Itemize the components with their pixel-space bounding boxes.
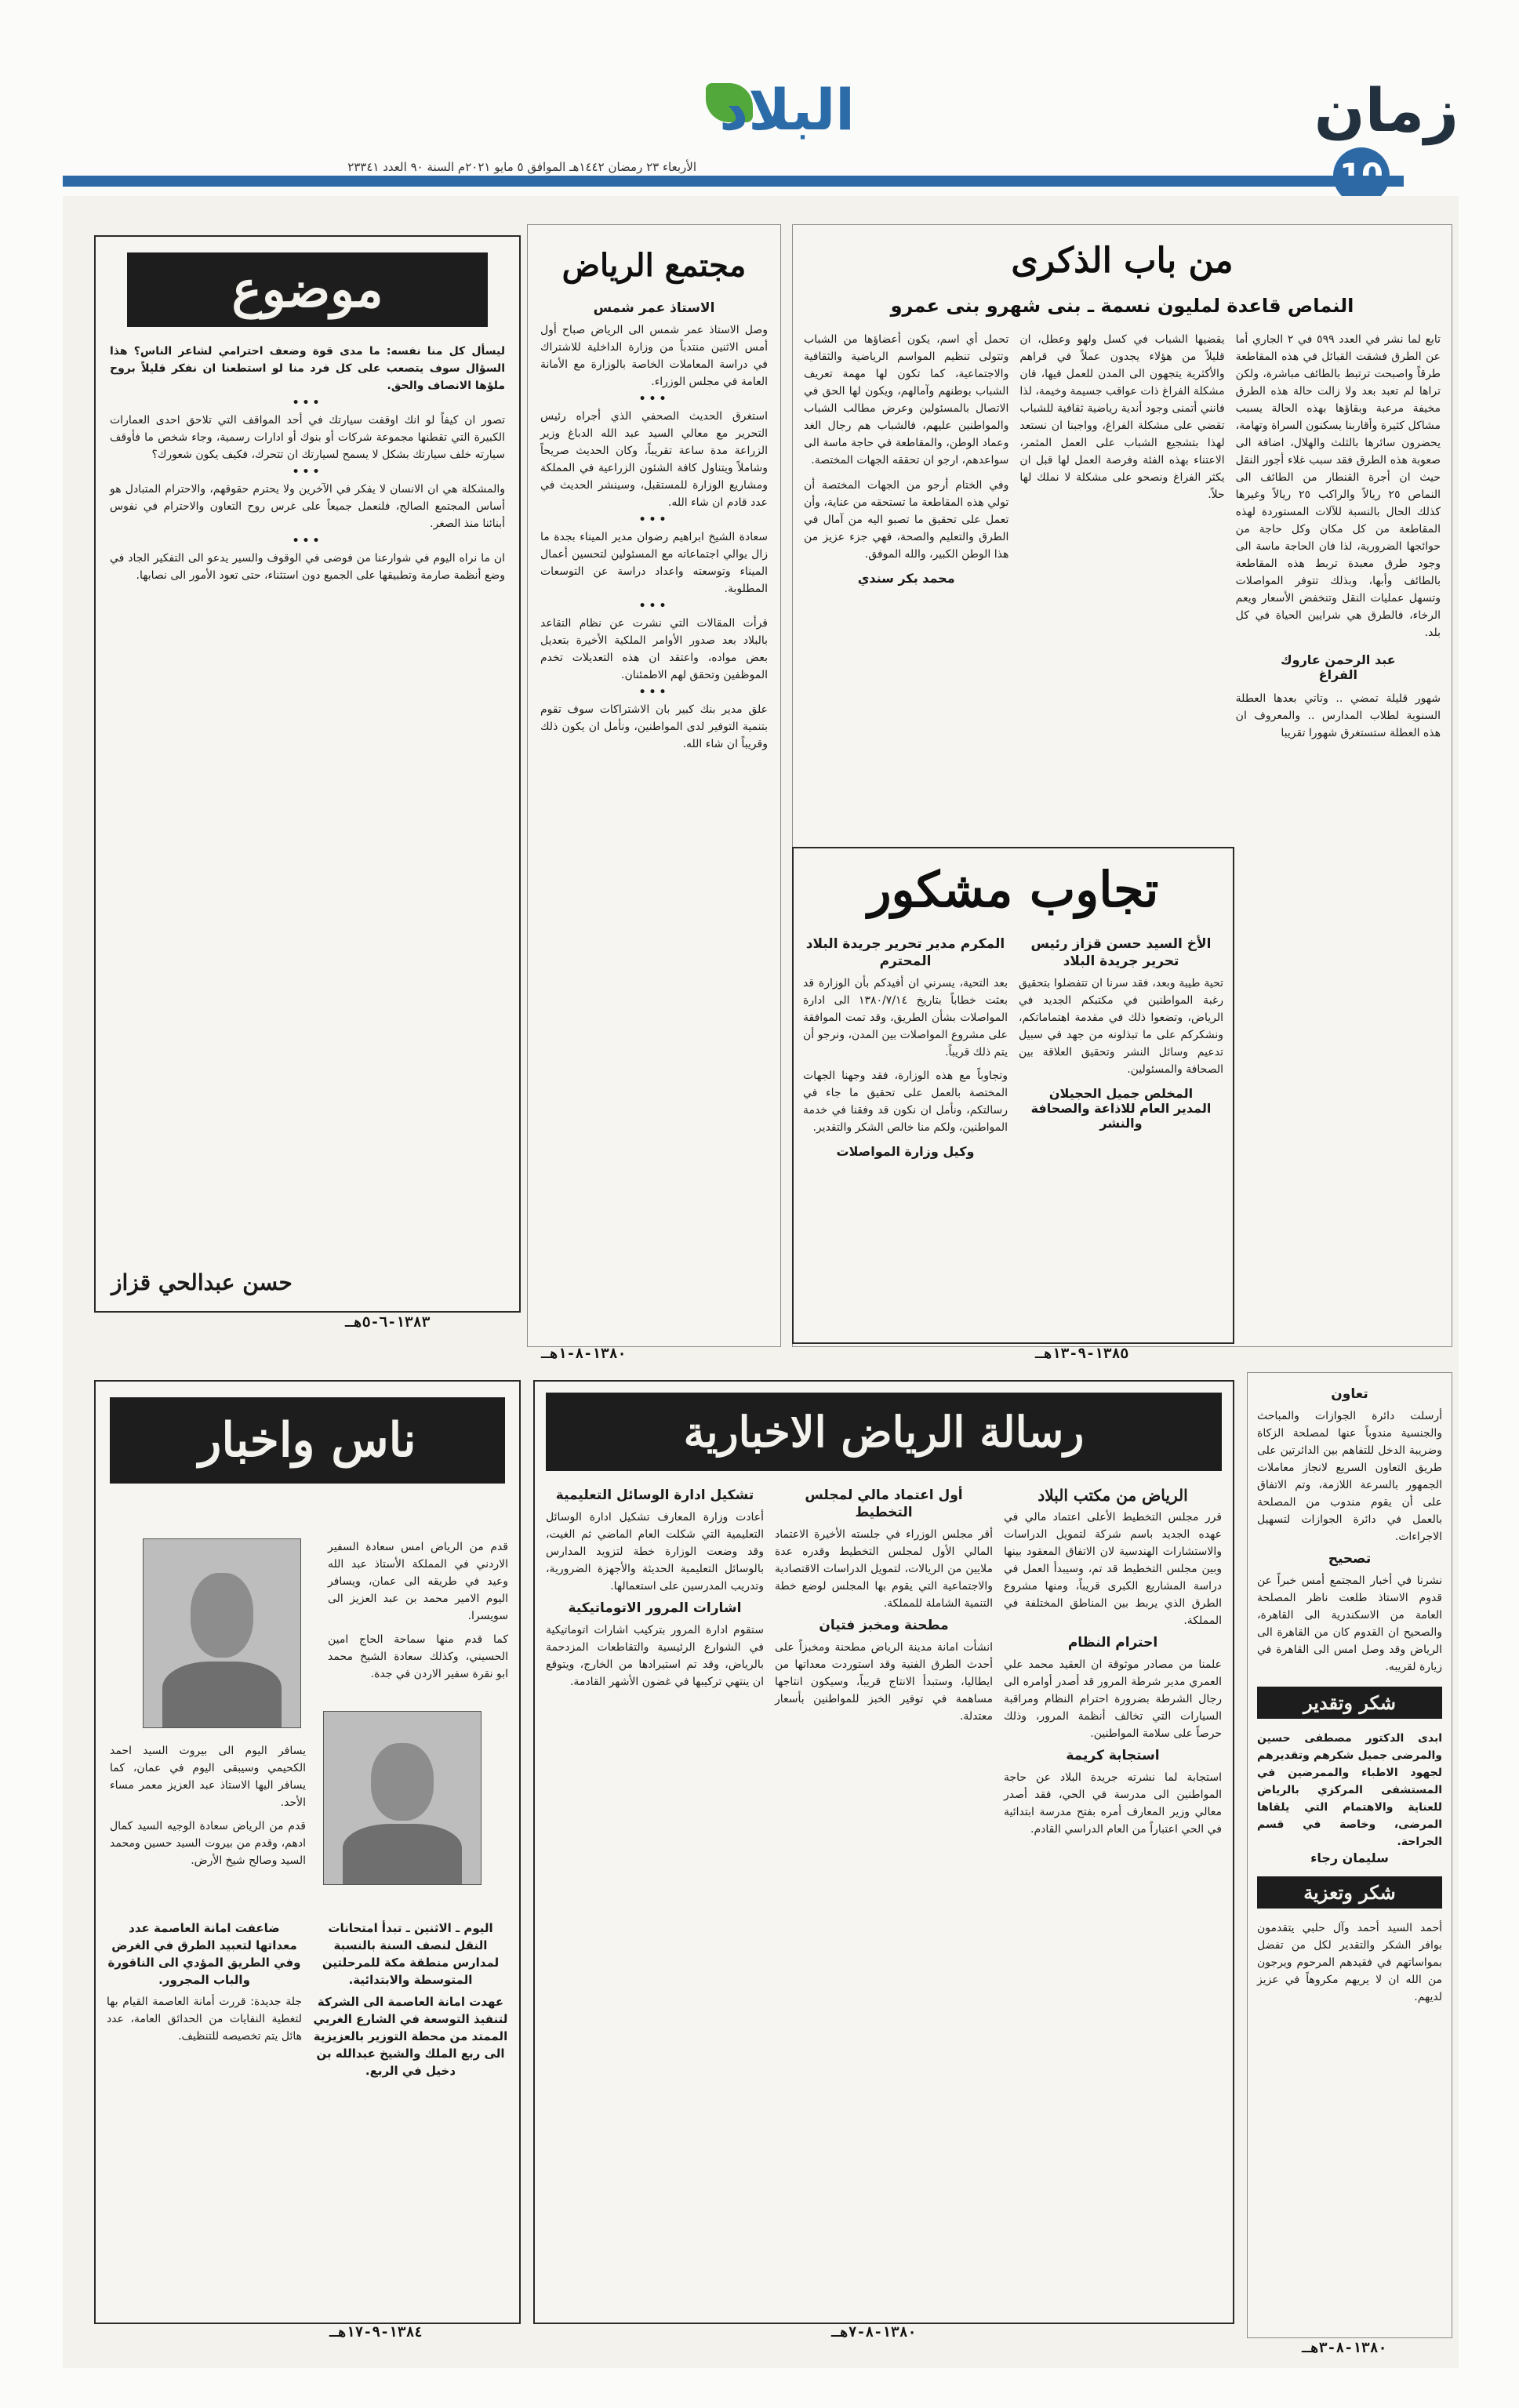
condolence-box: شكر وتعزية (1257, 1876, 1442, 1909)
people-news-date: ١٣٨٤-٩-١٧هـ (329, 2324, 423, 2341)
people-news-title: ناس واخبار (110, 1397, 505, 1484)
riyadh-col-1: الرياض من مكتب البلاد قرر مجلس التخطيط الأعلى اعتماد مالي في عهده الجديد باسم شركة لتمويل الدراسات والاستشارات الهندسية لان الاتفاق المعقود بينها وبين مجلس التخطيط قد تم، وسيبدأ العمل في دراسة المشاريع الكبرى قريباً، ومنها مشروع الطرق الذي يربط بين المناطق المختلفة في المملكة. احترام النظام علمنا من مصادر موثوقة ان العقيد محمد علي العمري مدير شرطة المرور قد أصدر أوامره الى رجال الشرطة بضرورة احترام النظام ومراقبة السيارات التي تخالف أنظمة المرور، وذلك حرصاً على سلامة المواطنين. استجابة كريمة استجابة لما نشرته جريدة البلاد عن حاجة المواطنين الى مدرسة في الحي، فقد أصدر معالي وزير المعارف أمره بفتح مدرسة ابتدائية في الحي اعتباراً من العام الدراسي القادم. (1004, 1486, 1222, 1836)
memory-col-middle: يقضيها الشباب في كسل ولهو وعطل، ان قليلاً من هؤلاء يجدون عملاً في قراهم والأكثرية يتجهون الى المدن للعمل فيها، فان مشكلة الفراغ ذات عواقب جسيمة وخيمة، لذا فانني أتمنى وجود أندية رياضية ثقافية للشباب تقضي على مشكلة الفراغ، وواجبنا ان نستعد لهذا بتشجيع الشباب على العمل المثمر، الاعتناء بهذه الفئة وفرصة العمل لها قبل ان يكثر الفراغ ونصحو على مشكلة لا نملك لها حلاً. (1019, 333, 1225, 501)
thanks-date: ١٣٨٥-٩-١٣هـ (1035, 1346, 1129, 1362)
topic-title: موضوع (127, 252, 488, 327)
riyadh-news (533, 1380, 1234, 2324)
thanks-letter (792, 847, 1234, 1344)
logo-text: البلاد (719, 77, 855, 143)
society-p1-heading: الاستاذ عمر شمس (593, 300, 715, 316)
memory-col-right: تابع لما نشر في العدد ٥٩٩ في ٢ الجاري أما عن الطرق فشقت القبائل في هذه المقاطعة طرقاً واصبحت ترتبط بالطائف مباشرة، ولكن تراها لم تعبد بعد ولا زالت حالة هذه الطرق مخيفة مرعبة وبقاؤها بهذه الحالة يسبب مشاكل كثيرة وأقاربنا يسكنون السراة وتهامة، يحضرون سائرها بالثلث والهلال، اضافة الى صعوبة هذه الطرق فقد سبب غلاء أجور النقل حيث ان أجرة القنطار من الطائف الى النماص ٢٥ ريالاً والراكب ٢٥ ريالاً وغيرها كذلك الحال بالنسبة للآلات المستوردة لهذه المقاطعة من كل مكان وكل حاجة من حوائجها الضرورية، لذا فان الحاجة ماسة الى وجود طرق معبدة تربط هذه المقاطعة بالطائف وأبها، وبذلك تتوفر المواصلات وتسهل عمليات النقل وتنخفض الأسعار ويعم الرخاء، فالطرق هي شرايين الحياة في كل بلد. عبد الرحمن عاروك الفراغ شهور قليلة تمضي .. وتاتي بعدها العطلة السنوية لطلاب المدارس .. والمعروف ان هذه العطلة ستستغرق شهورا تقريبا (1236, 331, 1441, 742)
thanks-sig-2: المدير العام للاذاعة والصحافة والنشر (1030, 1101, 1212, 1131)
header-rule (63, 176, 1404, 187)
society-title: مجتمع الرياض (561, 247, 747, 284)
riyadh-col-2: أول اعتماد مالي لمجلس التخطيط أقر مجلس الوزراء في جلسته الأخيرة الاعتماد المالي الأول لمجلس التخطيط وقدره عدة ملايين من الريالات، لتمويل الدراسات الاقتصادية والاجتماعية التي يقوم بها المجلس لوضع خطة التنمية الشاملة للمملكة. مطحنة ومخبز فتيان انشأت امانة مدينة الرياض مطحنة ومخبزاً على أحدث الطرق الفنية وقد استوردت معداتها من ايطاليا، وستبدأ الانتاج قريباً، وسيكون انتاجها مساهمة في توفير الخبز للمواطنين بأسعار معتدلة. (775, 1487, 993, 1723)
people-news: ناس واخبار قدم من الرياض امس سعادة السفير الاردني في المملكة الأستاذ عبد الله وعيد في طريقه الى عمان، ويسافر اليوم الامير محمد بن عبد العزيز الى سويسرا. كما قدم منها سماحة الحاج امين الحسيني، وكذلك سعادة الشيخ محمد ابو نقرة سفير الاردن في جدة. يسافر اليوم الى بيروت السيد احمد الكحيمي وسيبقى اليوم في عمان، كما يسافر اليها الاستاذ عبد العزيز معمر مساء الأحد. قدم من الرياض سعادة الوجيه السيد كمال ادهم، وقدم من بيروت السيد حسين ومحمد السيد وصالح شيخ الأرض. اليوم ـ الاثنين ـ تبدأ امتحانات النقل لنصف السنة بالنسبة لمدارس منطقة مكة للمرحلتين المتوسطة والابتدائية. عهدت امانة العاصمة الى الشركة لتنفيذ التوسعة في الشارع الغربي الممتد من محطة التوزير بالعزيزية الى ربع الملك والشيخ عبدالله بن دخيل في الربع. ضاعفت امانة العاصمة عدد معداتها لتعبيد الطرق في الغرض وفي الطريق المؤدي الى الناقورة والباب المجرور. جلة جديدة: قررت أمانة العاصمة القيام بها لتغطية النفايات من الحدائق العامة، عدد هائل يتم تخصيصه للتنظيف. (94, 1380, 521, 2324)
brand-title: زمان (1314, 75, 1459, 145)
gift-note: شهور قليلة تمضي .. وتاتي بعدها العطلة السنوية لطلاب المدارس .. والمعروف ان هذه العطلة ستستغرق شهورا تقريبا (1235, 692, 1441, 739)
cooperation-column: تعاون أرسلت دائرة الجوازات والمباحث والجنسية مندوباً عنها لمصلحة الزكاة وضريبة الدخل للتفاهم بين الدائرتين على طريق التعاون السريع لانجاز معاملات الجمهور بالسرعة اللازمة، وتم الاتفاق على أن يقوم مندوب من المصلحة بالعمل في دائرة الجوازات لتسهيل الاجراءات. تصحيح نشرنا في أخبار المجتمع أمس خبراً عن قدوم الاستاذ طلعت ناظر المصلحة العامة من الاسكندرية الى القاهرة، والصحيح ان القدوم كان من القاهرة الى الرياض وقد وصل امس الى القاهرة في زيارة لقريبه. شكر وتقدير ابدى الدكتور مصطفى حسين والمرضى جميل شكرهم وتقديرهم لجهود الاطباء والممرضين في المستشفى المركزي بالرياض للعناية والاهتمام التي يلقاها المرضى، وخاصة في قسم الجراحة. سليمان رجاء شكر وتعزية أحمد السيد أحمد وآل حلبي يتقدمون بوافر الشكر والتقدير لكل من تفضل بمواساتهم في فقيدهم المرحوم ويرجون من الله ان لا يريهم مكروهاً في عزيز لديهم. (1247, 1372, 1452, 2338)
memory-title: من باب الذكرى (1011, 241, 1234, 281)
author-rahman: عبد الرحمن عاروك (1280, 652, 1396, 667)
correction-heading: تصحيح (1328, 1551, 1372, 1567)
cooperation-heading: تعاون (1331, 1386, 1368, 1402)
thanks-sig-1: المخلص جميل الحجيلان (1048, 1086, 1194, 1101)
person-photo-1 (143, 1538, 301, 1728)
person-photo-2 (323, 1711, 482, 1885)
memory-col-left: تحمل أي اسم، يكون أعضاؤها من الشباب وتتولى تنظيم المواسم الرياضية والثقافية والاجتماعية، كما تكون لها مهمة تعريف الشباب بوطنهم وآمالهم، ويكون لها الحق في الاتصال بالمسئولين وعرض مطالب الشباب والمواطنين عليهم، فالشباب هم رجال الغد وعماد الوطن، والمقاطعة في حاجة ماسة الى سواعدهم، ارجو ان تحققه الجهات المختصة. وفي الختام أرجو من الجهات المختصة أن تولي هذه المقاطعة ما تستحقه من عناية، وأن تعمل على تحقيق ما تصبو اليه من آمال في الطرق والتعليم والصحة، فهي جزء عزيز من هذا الوطن الكبير، والله الموفق. محمد بكر سندي (804, 333, 1009, 586)
thanks-box: شكر وتقدير (1257, 1687, 1442, 1719)
brand-block (1302, 75, 1490, 177)
thanks-sig-3: وكيل وزارة المواصلات (836, 1144, 975, 1159)
memory-author: محمد بكر سندي (857, 571, 955, 586)
thanks-col-2: المكرم مدير تحرير جريدة البلاد المحترم بعد التحية، يسرني ان أفيدكم بأن الوزارة قد بعثت خطاباً بتاريخ ١٣٨٠/٧/١٤ الى ادارة المواصلات بشأن الطريق، وقد تمت الموافقة على مشروع المواصلات بين المدن، ونرجو أن يتم ذلك قريباً. وتجاوباً مع هذه الوزارة، فقد وجهنا الجهات المختصة بالعمل على تحقيق ما جاء في رسالتكم، ونأمل ان نكون قد وفقنا في خدمة المواطنين، ولكم منا خالص الشكر والتقدير. وكيل وزارة المواصلات (803, 936, 1008, 1159)
riyadh-news-date: ١٣٨٠-٨-٧هـ (831, 2324, 917, 2341)
riyadh-news-title: رسالة الرياض الاخبارية (546, 1393, 1222, 1471)
topic-author: حسن عبدالحي قزاز (111, 1269, 293, 1295)
thanks-title: تجاوب مشكور (867, 861, 1159, 918)
topic-date: ١٣٨٣-٦-٥هـ (345, 1314, 431, 1331)
dateline: الأربعاء ٢٣ رمضان ١٤٤٢هـ الموافق ٥ مايو ٢٠٢١م السنة ٩٠ العدد ٢٣٣٤١ (347, 160, 696, 174)
office-title: الرياض من مكتب البلاد (1037, 1486, 1188, 1505)
author-rahman-place: الفراغ (1318, 667, 1358, 682)
memory-col-extra: وفي الختام أرجو من الجهات المختصة أن تولي هذه المقاطعة ما تستحقه من عناية، وأن تعمل على تحقيق ما تصبو اليه من آمال في الطرق والتعليم والصحة، فهي جزء عزيز من هذا الوطن الكبير، والله الموفق. (804, 479, 1009, 561)
newspaper-logo (698, 67, 855, 162)
cooperation-sig: سليمان رجاء (1310, 1850, 1389, 1865)
riyadh-col-3: تشكيل ادارة الوسائل التعليمية أعادت وزارة المعارف تشكيل ادارة الوسائل التعليمية التي شكلت العام الماضي ثم الغيت، وقد وضعت الوزارة خطة لتزويد المدارس بالوسائل التعليمية الحديثة والأجهزة الضرورية، وتدريب المدرسين على استعمالها. اشارات المرور الاتوماتيكية ستقوم ادارة المرور بتركيب اشارات اتوماتيكية في الشوارع الرئيسية والتقاطعات المزدحمة بالرياض، وقد تم استيرادها من الخارج، ويتوقع ان ينتهي تركيبها في غضون الأشهر القادمة. (546, 1487, 764, 1688)
society-column: مجتمع الرياض الاستاذ عمر شمس وصل الاستاذ عمر شمس الى الرياض صباح أول أمس الاثنين منتدباً من وزارة الداخلية للاشتراك في دراسة المعاملات الخاصة بالوزارة مع الأمانة العامة في مجلس الوزراء. ••• استغرق الحديث الصحفي الذي أجراه رئيس التحرير مع معالي السيد عبد الله الدباغ وزير الزراعة مدة ساعة تقريباً، وكان الحديث صريحاً وشاملاً ويتناول كافة الشئون الزراعية في المملكة ومشاريع الوزارة للمستقبل، وسينشر الحديث في عدد قادم ان شاء الله. ••• سعادة الشيخ ابراهيم رضوان مدير الميناء بجدة ما زال يوالي اجتماعاته مع المسئولين لتحسين أعمال الميناء وتوسعته واعداد دراسة عن التوسعات المطلوبة. ••• قرأت المقالات التي نشرت عن نظام التقاعد بالبلاد بعد صدور الأوامر الملكية الأخيرة بتعديل بعض مواده، واعتقد ان هذه التعديلات تخدم الموظفين وتحقق لهم الاطمئنان. ••• علق مدير بنك كبير بان الاشتراكات سوف تقوم بتنمية التوفير لدى المواطنين، ونأمل ان يكون ذلك وقريباً ان شاء الله. (527, 224, 781, 1347)
thanks-col-1: الأخ السيد حسن قزاز رئيس تحرير جريدة البلاد تحية طيبة وبعد، فقد سرنا ان تتفضلوا بتحقيق رغبة المواطنين في مكتبكم الجديد في الرياض، وتضعوا ذلك في مقدمة اهتماماتكم، ونشكركم على ما تبذلونه من جهد في سبيل تدعيم وسائل النشر وتحقيق العلاقة بين الصحافة والمسئولين. المخلص جميل الحجيلان المدير العام للاذاعة والصحافة والنشر (1019, 936, 1223, 1131)
memory-subtitle: النماص قاعدة لمليون نسمة ـ بنى شهرو بنى عمرو (890, 295, 1354, 317)
society-date: ١٣٨٠-٨-١هـ (541, 1346, 627, 1362)
topic-column: موضوع ليسأل كل منا نفسه: ما مدى قوة وضعف احترامي لشاعر الناس؟ هذا السؤال سوف يتصعب على كل فرد منا لو استطعنا ان نفكر قليلاً بروح ملؤها الانصاف والحق. ••• تصور ان كيفاً لو انك اوقفت سيارتك في أحد المواقف التي تلاحق احدى العمارات الكبيرة التي تقطنها مجموعة شركات أو بنوك أو ادارات رسمية، وجاء شخص ما فأوقف سيارته خلف سيارتك بشكل لا يسمح لسيارتك ان تتحرك، فكيف يكون شعورك؟ ••• والمشكلة هي ان الانسان لا يفكر في الآخرين ولا يحترم حقوقهم، والاحترام المتبادل هو أساس المجتمع الصالح، فلنعمل جميعاً على غرس روح التعاون والاحترام في نفوس أبنائنا منذ الصغر. ••• ان ما نراه اليوم في شوارعنا من فوضى في الوقوف والسير يدعو الى التفكير الجاد في وضع أنظمة صارمة وتطبيقها على الجميع دون استثناء، حتى تعود الأمور الى نصابها. حسن عبدالحي قزاز (94, 235, 521, 1313)
cooperation-date: ١٣٨٠-٨-٣هـ (1302, 2340, 1387, 2356)
